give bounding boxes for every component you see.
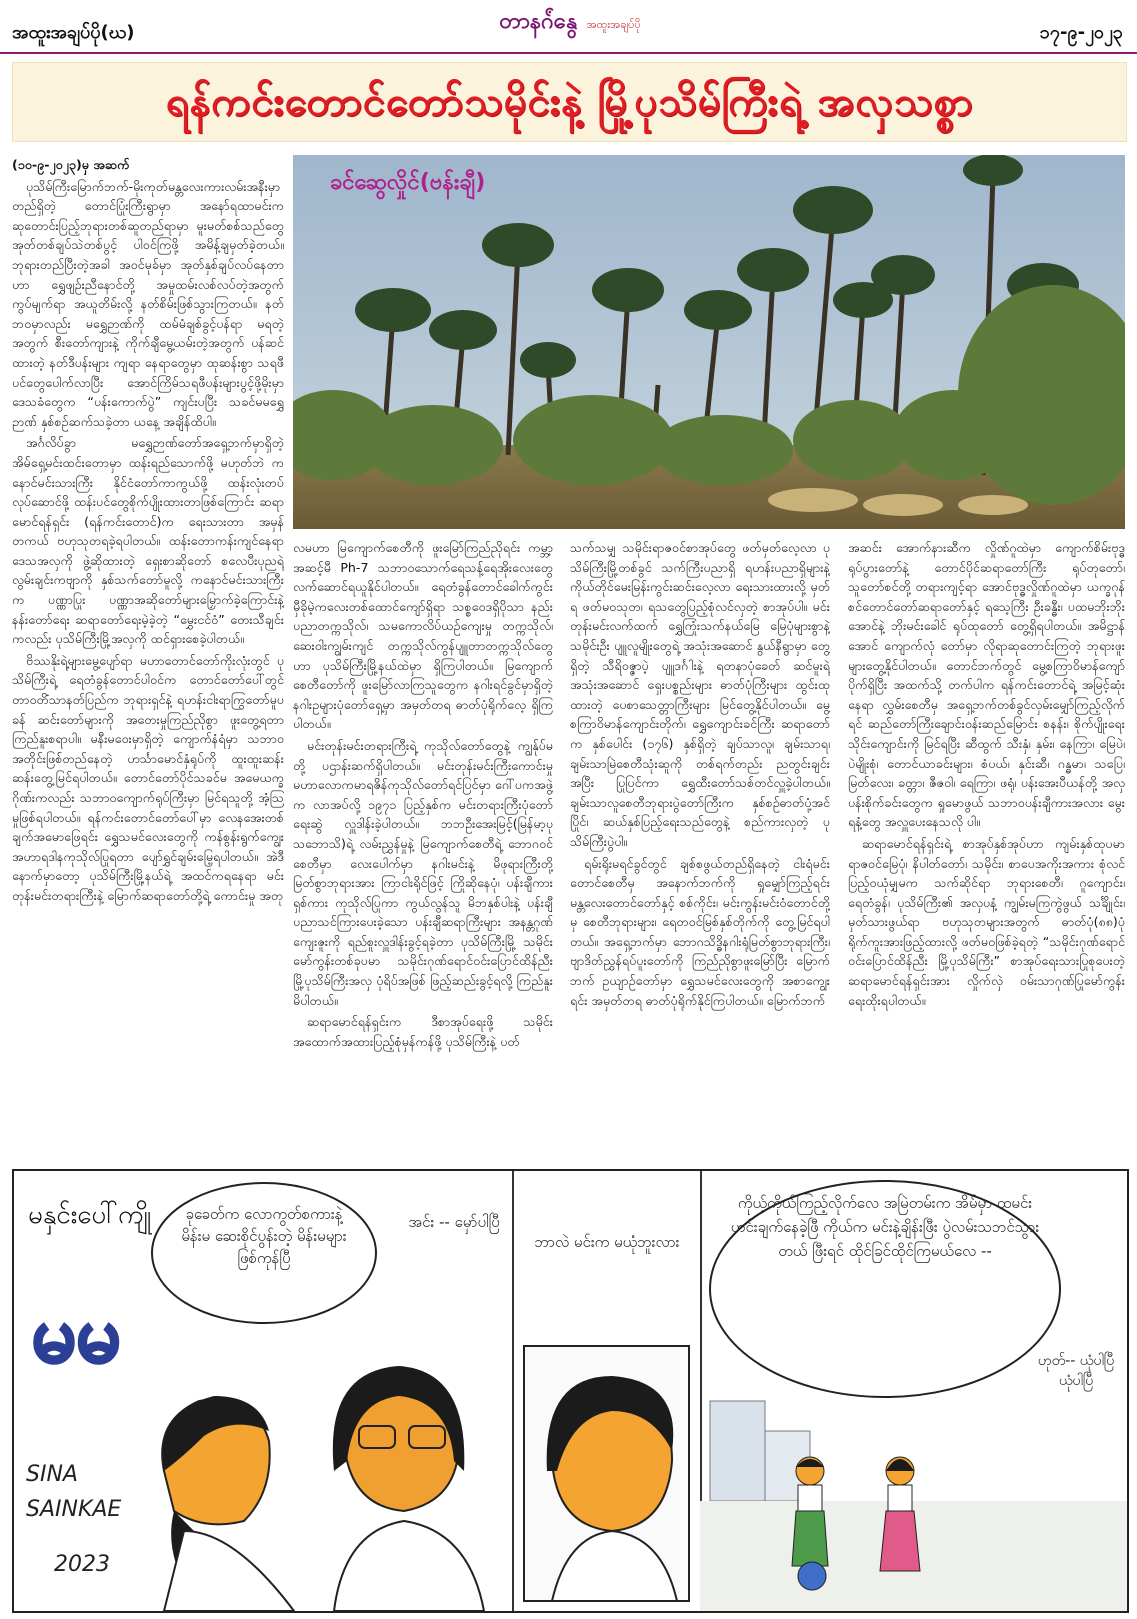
issue-date: ၁၇-၉-၂၀၂၃	[1039, 22, 1123, 43]
artist-signature-2: SAINKAE	[26, 1497, 122, 1522]
palm-landscape-photo	[293, 155, 1125, 529]
paragraph: အဆင်း အောက်နားဆီက လှိုဏ်ဂူထဲမှာ ကျောက်စိမ်းဗုဒ္ဓရုပ်ပွားတော်နဲ့ တောင်ပိုင်ဆရာတော်ကြီး ရုပ်တုတော်၊ သူတော်စင်တို့ တရားကျင့်ရာ အောင်ဗုဒ္ဓလှိုဏ်ဂူထဲမှာ ယက္ခဂုန်စင်တောင်တော်ဆရာတော်နှင့် ရသေ့ကြီး ဦးခန္ဓီး၊ ပထမဘိုးဘိုးအောင်နဲ့ ဘိုးမင်းခေါင် ရုပ်ထုတော် တွေ့ရှိရပါတယ်။ အမိဋ္ဌာန်အောင် ကျောက်လုံ တော်မှာ လိုရာဆုတောင်းကြတဲ့ ဘုရားဖူးများတွေ့နိုင်ပါတယ်။ တောင်ဘက်တွင် မွေ့စကြာဝိမာန်ကျော်ပိုက်ရှိပြီး အထက်သို့ တက်ပါက ရန်ကင်းတောင်ရဲ့ အမြင့်ဆုံးနေရာ လွှမ်းစေတီမှ အရှေ့ဘက်တစ်ခွင်လှမ်းမျှော်ကြည့်လိုက်ရင် ဆည်တော်ကြီးချောင်းဝန်းဆည်မြောင်း စနန်း၊ စိုက်ပျိုးရေးသိုင်းကျောင်းကို မြင်ရပြီး ဆီထွက် သီးနှံ၊ နှမ်း၊ နေကြာ၊ မြေပဲ၊ ပဲမျိုးစုံ၊ တောင်ယာခင်းများ၊ စံပယ်၊ နှင်းဆီ၊ ဂန္ဓမာ၊ သပြေ၊ မြတ်လေး၊ ခတ္တာ၊ ဇီဇဝါ၊ ရေကြာ၊ ဖရုံ၊ ပန်းအေးပီယန်တို့ အလှပန်းစိုက်ခင်းတွေက ရှုမောဖွယ် သဘာဝပန်းချီကားအလား မွေးရနံ့တွေ အလှူပေးနေသလို ပါ။	[848, 540, 1125, 830]
headline-banner	[12, 62, 1127, 142]
article-column-4	[848, 538, 1125, 1150]
paragraph: ဗိဿနိုးရဲ့များမွေ့ပျော်ရာ မဟာတောင်တော်ကိုးလုံးတွင် ပုသိမ်ကြီးရဲ့ ရေတံခွန်တောင်ပါဝင်က တောင်တော်ပေါ်တွင် တာဝတိံသာနတ်ပြည်က ဘုရားရှင်နဲ့ ရဟန်းငါးရာကြွတော်မူပခန် ဆင်းတော်များကို အတေးမှုကြည်ညိုစွာ ဖူးတွေ့ရတာ ကြည်နူးစရာပါ။ မနီးမဝေးမှာရှိတဲ့ ကျောက်နံရံမှာ သဘာဝအတိုင်းဖြစ်တည်နေတဲ့ ဟင်္သာမောင်နှံရုပ်ကို ထူးထူးဆန်းဆန်းတွေ့မြင်ရပါတယ်။ တောင်တော်ပိုင်သခင်မ အမေယက္ခဂိုဏ်းကလည်း သဘာဝကျောက်ရုပ်ကြီးမှာ မြင်ရသူတို့ အံ့သြမှုဖြစ်ရပါတယ်။ ရန်ကင်းတောင်တော်ပေါ်မှာ လေနအေးတစ်ချက်အမောဖြေရင်း ရွှေသမင်လေးတွေကို ကန်စွန်းရွက်ကျွေး အဟာရဒါနကုသိုလ်ပြုရတာ ပျော်ရွှင်ချမ်းမြေ့ရပါတယ်။ အဲဒီနောက်မှာတော့ ပုသိမ်ကြီးမြို့နယ်ရဲ့ အထင်ကရနေရာ မင်းတုန်းမင်းတရားကြီးနဲ့ မြောက်ဆရာတော်တို့ရဲ့ ကောင်းမှု အတု	[12, 652, 284, 903]
paragraph: ဆရာမောင်ရန်ရှင်းရဲ့ စာအုပ်နှစ်အုပ်ဟာ ကျမ်းနှစ်ထုပမာ ရာဇဝင်မြေပုံ၊ နိပါတ်တော်၊ သမိုင်း၊ စာပေအကိုးအကား စုံလင်ပြည့်ဝယုံမျှမက သက်ဆိုင်ရာ ဘုရားစေတီ၊ ဂူကျောင်း၊ ရေတံခွန်၊ ပုသိမ်ကြီး၏ အလှပနံ့ ကျွမ်းမကြကွဲဖွယ် သင်္ချိုင်း၊ မှတ်သားဖွယ်ရာ ဗဟုသုတများအတွက် ဓာတ်ပုံ(၈၈)ပုံ ရိုက်ကူးအားဖြည့်ထားလို့ ဖတ်မဝဖြစ်ခဲ့ရတဲ့ “သမိုင်းဂုဏ်ရောင်ဝင်းပြောင်ထိန်ညီး မြို့ပုသိမ်ကြီး” စာအုပ်ရေးသားပြုစုပေးတဲ့ ဆရာမောင်ရန်ရှင်းအား လှိုက်လှဲ ဝမ်းသာဂုဏ်ပြုမော်ကွန်းရေးထိုးရပါတယ်။	[848, 835, 1125, 1008]
paragraph: မင်းတုန်းမင်းတရားကြီးရဲ့ ကုသိုလ်တော်တွေနဲ့ ကျွန်ုပ်မတို့ ပဌာန်းဆက်ရှိပါတယ်။ မင်းတုန်းမင်းကြီးကောင်းမှု မဟာလောကမာရဇိန်ကုသိုလ်တော်ရင်ပြင်မှာ ဂေါ်ပကအဖွဲ့က လာအပ်လို့ ၁၉၇၁ ပြည့်နှစ်က မင်းတရားကြီးပုံတော်ရေးဆွဲ လှူဒါန်းခဲ့ပါတယ်။ ဘဘဦးအေးမြင့်(မြန်မာ့ပုသဘောသိ)ရဲ့ လမ်းညွှန်မှုနဲ့ မြကျောက်စေတီရဲ့ ဘောဂဝင်စေတီမှာ လေးပေါက်မှာ နဂါးမင်းနဲ့ မိဖုရားကြီးတို့ မြတ်စွာဘုရားအား ကြာငါးရိုင်ဖြင့် ကြိုဆိုနေပုံ၊ ပန်းချီကားရှစ်ကား ကုသိုလ်ပြုကာ ကွယ်လွန်သူ မိဘနှစ်ပါးနဲ့ ပန်းချီပညာသင်ကြားပေးခဲ့သော ပန်းချီဆရာကြီးများ အနန္တဂုဏ်ကျေးဇူးကို ရည်စူးလှူဒါန်းခွင့်ရခဲ့တာ ပုသိမ်ကြီးမြို့ သမိုင်းမော်ကွန်းတစ်ခုပမာ သမိုင်းဂုဏ်ရောင်ဝင်းပြောင်ထိန်ညီး မြို့ပုသိမ်ကြီးအလှ ပုံရိပ်အဖြစ် ဖြည့်ဆည်းခွင့်ရလို့ ကြည်နူးမိပါတယ်။	[293, 737, 553, 1008]
artist-signature: SINA	[26, 1462, 78, 1487]
article-column-2	[293, 538, 553, 1150]
article-column-1	[12, 155, 284, 1150]
article-title: ရန်ကင်းတောင်တော်သမိုင်းနဲ့ မြို့ပုသိမ်ကြီးရဲ့ အလှသစ္စာ	[165, 79, 974, 125]
comic-strip	[12, 1169, 1129, 1613]
paragraph: လမဟာ မြကျောက်စေတီကို ဖူးမြော်ကြည်ညိုရင်း ကမ္ဘာ့အဆင့်မီ Ph-7 သဘာဝသောက်ရေသန့်ရေအိုးလေးတွေ လက်ဆောင်ရယူနိုင်ပါတယ်။ ရေတံခွန်တောင်ခေါက်ကွင်း မှီခိုမဲ့ကလေးတစ်ထောင်ကျော်ရှိရာ သစ္စဝေဒရှိပိုသာ နည်းပညာတက္ကသိုလ်၊ သမကောလိပ်ယဉ်ကျေးမှု တက္ကသိုလ်၊ ဆေးဝါးကျွမ်းကျင် တက္ကသိုလ်ကွန်ပျူတာတက္ကသိုလ်တွေဟာ ပုသိမ်ကြီးမြို့နယ်ထဲမှာ ရှိကြပါတယ်။ မြကျောက်စေတီတော်ကို ဖူးမြော်လာကြသူတွေက နဂါးရင်ခွင်မှာရှိတဲ့ နဂါးဥများပုံတော်ရှေ့မှာ အမှတ်တရ ဓာတ်ပုံရိုက်လေ့ ရှိကြပါတယ်။	[293, 540, 553, 732]
paragraph: အင်္ဂလိပ်ခွာ မရွှေဉာဏ်တော်အရှေ့ဘက်မှာရှိတဲ့ အိမ်ရှေ့မင်းထင်းတောမှာ ထန်းရည်သောက်ဖို့ မဟုတ်ဘဲ ကနောင်မင်းသားကြီး နိုင်ငံတော်ကာကွယ်ဖို့ ထန်းလုံးတပ်လုပ်ဆောင်ဖို့ ထန်းပင်တွေစိုက်ပျိုးထားတာဖြစ်ကြောင်း ဆရာမောင်ရန်ရှင်း (ရန်ကင်းတောင်)က ရေးသားတာ အမှန်တကယ် ဗဟုသုတရခဲ့ရပါတယ်။ ထန်းတောကန်းကျင်နေရာဒေသအလှကို ဖွဲ့ဆိုထားတဲ့ ရှေးစာဆိုတော် စလေပီးပုညရဲ့ လွမ်းချင်းကဗျာကို နှစ်သက်တော်မူလို့ ကနောင်မင်းသားကြီးက ပဏ္ဏာပြုး ပဏ္ဏာအဆိုတော်များမြှောက်ခဲ့ကြောင်းနဲ့ နန်းတော်ရေး ဆရာတော်ရေးမဲ့ခဲ့တဲ့ “မွှေးငင်ဝံ” တေးသီချင်းကလည်း ပုသိမ်ကြီးမြို့အလှကို ထင်ရှားစေခဲ့ပါတယ်။	[12, 435, 284, 647]
logo-name: တာနဂ်ံနွေ	[499, 8, 578, 34]
character-woman-pink-skirt	[880, 1457, 920, 1571]
comic-series-title: မမ	[32, 1290, 122, 1380]
signature-year: 2023	[54, 1552, 110, 1577]
bubble-text: ကိုယ့်ကိုယ်ကြည့်လိုက်လေ အမြဲတမ်းက အိမ်မှာ ထမင်းဟင်းချက်နေခဲ့ဖြီ ကိုယ်က မင်းနဲ့ချိန်းဖြီး ပွဲလမ်းသဘင်သွားတယ် ဖြီးရင် ထိုင်ခြင်ထိုင်ကြမယ်လေ --	[730, 1194, 1040, 1260]
bubble-text: ဟုတ်-- ယုံပါပြီ ယုံပါပြီ	[1037, 1353, 1115, 1389]
comic-author-name: မနှင်းပေါ်ကျို	[28, 1200, 152, 1230]
paragraph: ပုသိမ်ကြီးမြောက်ဘက်-မိုးကုတ်မန္တလေးကားလမ်းအနီးမှာ တည်ရှိတဲ့ တောင်ပြုံးကြီးရွာမှာ အနော်ရထာမင်းက ဆုတောင်းပြည့်ဘုရားတစ်ဆူတည်ရာမှာ မူးမတ်စစ်သည်တွေ အုတ်တစ်ချပ်သဲတစ်ပွင့် ပါဝင်ကြဖို့ အမိန့်ချမှတ်ခဲ့တယ်။ ဘုရားတည်ပြီးတဲ့အခါ အဝင်မုခ်မှာ အုတ်နှစ်ချပ်လပ်နေတာဟာ ရွှေဖျဉ်းညီနောင်တို့ အမှုထမ်းလစ်လပ်တဲ့အတွက် ကွပ်မျက်ရာ အယူတိမ်းလို့ နတ်စိမ်းဖြစ်သွားကြတယ်။ နတ်ဘဝမှာလည်း မရွှေဉာဏ်ကို ထမ်မံချစ်ခွင့်ပန်ရာ မရတဲ့အတွက် စီးတော်ကျားနဲ့ ကိုက်ချီမွေ့ယမ်းတဲ့အတွက် ပန်ဆင်ထားတဲ့ နတ်ဒီပန်းများ ကျရာ နေရာတွေမှာ ထုဆန်းစွာ သရဖီပင်တွေပေါက်လာပြီး အောင်ကြိမ်သရဖီပန်းများပွင့်ဖို့မိုးမှာဒေသခံတွေက “ပန်းကောက်ပွဲ” ကျင်းပပြီး သခင်မမရွှေဉာဏ် နှစ်စဉ်ဆက်သခဲ့တာ ယနေ့ အချိန်ထိပါ။	[12, 178, 284, 429]
bubble-text: အင်း -- မှော်ပါပြီ	[408, 1213, 500, 1231]
paragraph: ရမ်းရိုးမရင်ခွင်တွင် ချစ်စဖွယ်တည်ရှိနေတဲ့ ငါးရံမင်းတောင်စေတီမှ အနောက်ဘက်ကို ရှုမျှော်ကြည့်ရင်း မန္တလေးတောင်တော်နှင့် စစ်ကိုင်း၊ မင်းကွန်းမင်းဝံတောင်တို့မှ စေတီဘုရားများ၊ ရေတဝင်မြစ်နှစ်တိုက်ကို တွေ့မြင်ရပါတယ်။ အရှေ့ဘက်မှာ ဘောဂသိဒ္ဓိနဂါးရုံမြတ်စွာဘုရားကြီး၊ ဗျာဒိတ်ညွှန်ရပ်ပူးတော်ကို ကြည်ညိုစွာဖူးမြော်ပြီး မြောက်ဘက် ဥယျာဉ်တော်မှာ ရွှေသမင်လေးတွေကို အစာကျွေးရင်း အမှတ်တရ ဓာတ်ပုံရိုက်နိုင်ကြပါတယ်။ မြောက်ဘက်	[570, 855, 830, 1008]
article-column-3	[570, 538, 830, 1150]
paragraph: ဆရာမောင်ရန်ရှင်းက ဒီစာအုပ်ရေးဖို့ သမိုင်းအထောက်အထားပြည့်စုံမှန်ကန်ဖို့ ပုသိမ်ကြီးနဲ့ ပတ်	[293, 1014, 553, 1049]
character-woman-glasses	[333, 1366, 484, 1611]
character-woman-ponytail	[547, 1376, 677, 1601]
continued-from: (၁၀-၉-၂၀၂၃)မှ အဆက်	[12, 157, 130, 172]
bubble-text: ခုခေတ်က လောကွတ်စကားနဲ့ မိန်းမ ဆေးစိုင်ပွန်းတဲ့ မိန်းမများ ဖြစ်ကုန်ပြီ	[181, 1205, 347, 1267]
comic-panel-1	[14, 1171, 514, 1611]
bubble-text: ဘာလဲ မင်းက မယုံဘူးလား	[534, 1233, 680, 1251]
character-woman-ponytail	[162, 1396, 294, 1611]
section-label: အထူးအချပ်ပို(ဃ)	[12, 22, 135, 43]
logo-tag: အထူးအချပ်ပို	[586, 18, 641, 31]
comic-panel-3	[700, 1171, 1127, 1611]
newspaper-logo	[470, 6, 670, 39]
paragraph: သက်သမျှ သမိုင်းရာဇဝင်စာအုပ်တွေ ဖတ်မှတ်လေ့လာ ပုသိမ်ကြီးမြို့တစ်ခွင် သက်ကြီးပညာရှိ ရဟန်းပညာရှိများနဲ့ ကိုယ်တိုင်မေးမြန်းကွင်းဆင်းလေ့လာ ရေးသားထားလို့ မှတ်ရ ဖတ်မဝသုတ၊ ရသတွေပြည့်စုံလင်လှတဲ့ စာအုပ်ပါ။ မင်းတုန်းမင်းလက်ထက် ရွှေကြုံးသက်နယ်မြေ မြေပုံများစွာနဲ့ သမိုင်းဦး ပျူလူမျိုးတွေရဲ့ အသုံးအဆောင် နွယ်နီရွာမှာ တွေ့ရှိတဲ့ သီရိဝဇ္ဇာပဲ့ ပျူဒင်္ဂါးနဲ့ ရတနာပုံခေတ် ဆင်မူးရဲ့ အသုံးအဆောင် ရှေးပစ္စည်းများ ဓာတ်ပုံကြီးများ ထွင်းထုထားတဲ့ ပေစာသေတ္တာကြီးများ မြင်တွေ့နိုင်ပါတယ်။ မွေ့စကြာဝိမာန်ကျောင်းတိုက်၊ ရွှေကျောင်းခင်ကြီး ဆရာတော်က နှစ်ပေါင်း (၁၇၆) နှစ်ရှိတဲ့ ချပ်သာလူ၊ ချမ်းသာရ၊ ချမ်းသာမြဲစေတီသုံးဆူကို တစ်ရက်တည်း ညတွင်းချင်းအပြီး ပြုပြင်ကာ ရွှေထီးတော်သစ်တင်လှူခဲ့ပါတယ်။ ချမ်းသာလူစေတီဘုရားပွဲတော်ကြီးက နှစ်စဉ်ဓာတ်ပုံ့အင်ပြိုင်၊ ဆယ်နှစ်ပြည့်ရေးသည်တွေနဲ့ စည်ကားလှတဲ့ ပုသိမ်ကြီးပွဲပါ။	[570, 540, 830, 849]
article-byline: ခင်ဆွေလှိုင်(ဗန်းချီ)	[330, 170, 486, 195]
page-header	[0, 0, 1137, 54]
palm-photo-illustration	[293, 155, 1125, 529]
comic-panel-2	[512, 1171, 702, 1611]
